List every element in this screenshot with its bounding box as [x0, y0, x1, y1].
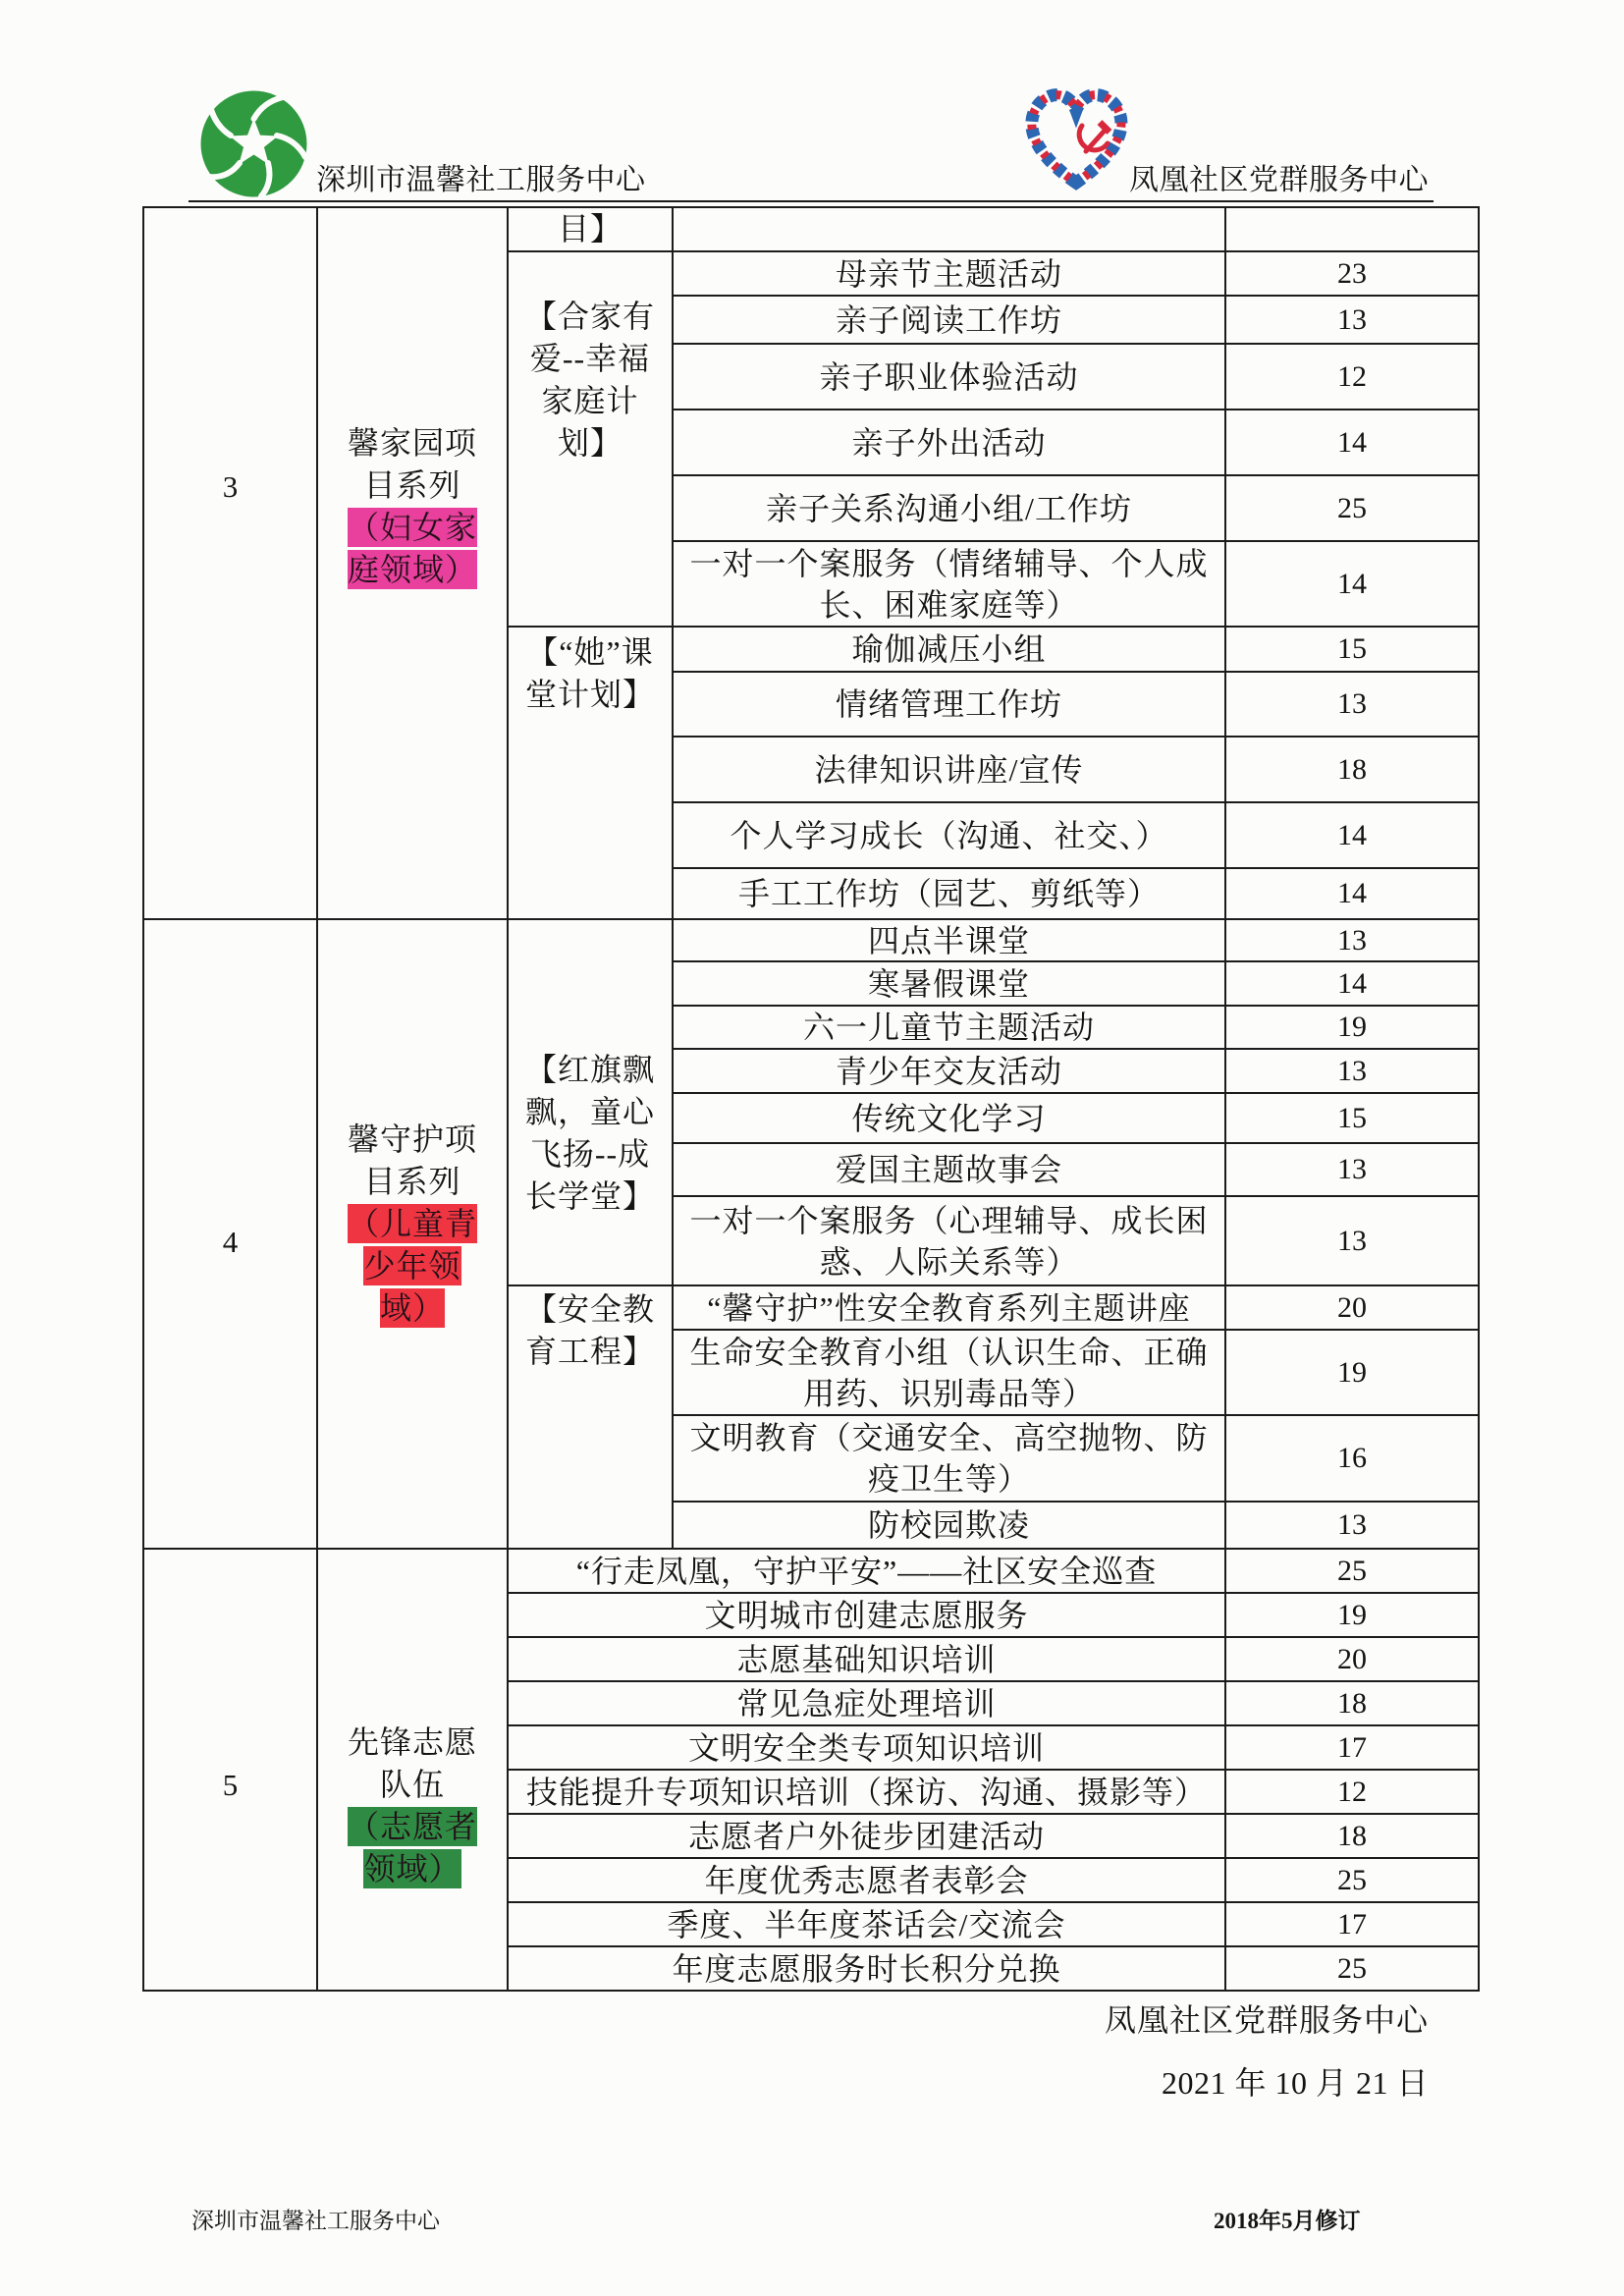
- activity-name: 亲子外出活动: [673, 410, 1225, 475]
- series-cell: [317, 1549, 508, 1991]
- activity-count: 25: [1225, 475, 1479, 541]
- activity-count: 25: [1225, 1858, 1479, 1902]
- activity-name: 六一儿童节主题活动: [673, 1006, 1225, 1049]
- series-name: 馨守护项目系列: [347, 1121, 477, 1199]
- activity-count: 18: [1225, 1681, 1479, 1725]
- activity-name: 志愿基础知识培训: [508, 1637, 1225, 1681]
- activity-count: 20: [1225, 1637, 1479, 1681]
- activity-name: 爱国主题故事会: [673, 1143, 1225, 1196]
- activity-count: 16: [1225, 1415, 1479, 1502]
- project-name: 目】: [508, 207, 673, 251]
- left-org-name: 深圳市温馨社工服务中心: [316, 164, 646, 196]
- activity-name: 传统文化学习: [673, 1093, 1225, 1143]
- activity-count: 15: [1225, 1093, 1479, 1143]
- signature-org: 凤凰社区党群服务中心: [1104, 2002, 1429, 2038]
- activity-count: 13: [1225, 1196, 1479, 1285]
- domain-line: [341, 1203, 484, 1330]
- wenxin-logo-icon: [198, 88, 309, 199]
- party-heart-logo-icon: [1021, 81, 1132, 191]
- activity-count: 25: [1225, 1946, 1479, 1991]
- series-cell: [317, 207, 508, 919]
- activity-name: 文明城市创建志愿服务: [508, 1593, 1225, 1637]
- domain-highlight: （妇女家庭领域）: [347, 509, 477, 587]
- project-name: 【“她”课堂计划】: [508, 627, 673, 919]
- right-org-name: 凤凰社区党群服务中心: [1129, 164, 1429, 196]
- activity-name: 志愿者户外徒步团建活动: [508, 1814, 1225, 1858]
- activity-plan-table: [142, 206, 1480, 1992]
- project-name: 【合家有爱--幸福家庭计划】: [508, 251, 673, 627]
- activity-count: 18: [1225, 737, 1479, 802]
- activity-count: 15: [1225, 627, 1479, 672]
- activity-count: 14: [1225, 410, 1479, 475]
- activity-name: 技能提升专项知识培训（探访、沟通、摄影等）: [508, 1770, 1225, 1814]
- section-number: 3: [143, 207, 317, 919]
- activity-count: 12: [1225, 1770, 1479, 1814]
- activity-count: 13: [1225, 672, 1479, 737]
- activity-name: 寒暑假课堂: [673, 961, 1225, 1006]
- activity-name: 亲子关系沟通小组/工作坊: [673, 475, 1225, 541]
- activity-name: 法律知识讲座/宣传: [673, 737, 1225, 802]
- activity-count: 23: [1225, 251, 1479, 296]
- footer-revision: 2018年5月修订: [1214, 2209, 1361, 2233]
- activity-name: 文明安全类专项知识培训: [508, 1725, 1225, 1770]
- activity-name: “馨守护”性安全教育系列主题讲座: [673, 1285, 1225, 1330]
- activity-count-empty: [1225, 207, 1479, 251]
- activity-count: 14: [1225, 802, 1479, 868]
- activity-name: “行走凤凰，守护平安”——社区安全巡查: [508, 1549, 1225, 1593]
- activity-count: 13: [1225, 296, 1479, 344]
- footer-org: 深圳市温馨社工服务中心: [191, 2209, 440, 2233]
- activity-count: 13: [1225, 919, 1479, 961]
- series-cell: [317, 919, 508, 1549]
- activity-count: 13: [1225, 1502, 1479, 1549]
- domain-line: [341, 1806, 484, 1890]
- activity-count: 19: [1225, 1006, 1479, 1049]
- series-name: 先锋志愿队伍: [347, 1724, 477, 1802]
- activity-name: 母亲节主题活动: [673, 251, 1225, 296]
- activity-name: 一对一个案服务（心理辅导、成长困惑、人际关系等）: [673, 1196, 1225, 1285]
- activity-name: 四点半课堂: [673, 919, 1225, 961]
- activity-name: 季度、半年度茶话会/交流会: [508, 1902, 1225, 1946]
- section-number: 4: [143, 919, 317, 1549]
- project-name: 【安全教育工程】: [508, 1285, 673, 1549]
- table-row: [143, 919, 1479, 961]
- domain-highlight: （志愿者领域）: [347, 1809, 477, 1886]
- activity-name: 青少年交友活动: [673, 1049, 1225, 1093]
- activity-count: 17: [1225, 1902, 1479, 1946]
- activity-count: 19: [1225, 1330, 1479, 1415]
- header-divider: [189, 200, 1434, 202]
- activity-count: 14: [1225, 961, 1479, 1006]
- activity-name: 亲子阅读工作坊: [673, 296, 1225, 344]
- domain-highlight: （儿童青少年领域）: [347, 1206, 477, 1326]
- activity-name: 年度优秀志愿者表彰会: [508, 1858, 1225, 1902]
- hammer-sickle-icon: [1079, 120, 1111, 151]
- activity-name: 年度志愿服务时长积分兑换: [508, 1946, 1225, 1991]
- activity-count: 25: [1225, 1549, 1479, 1593]
- table-row: [143, 1549, 1479, 1593]
- activity-count: 19: [1225, 1593, 1479, 1637]
- activity-name: 一对一个案服务（情绪辅导、个人成长、困难家庭等）: [673, 541, 1225, 627]
- activity-count: 20: [1225, 1285, 1479, 1330]
- activity-count: 17: [1225, 1725, 1479, 1770]
- activity-count: 13: [1225, 1049, 1479, 1093]
- signature-date: 2021 年 10 月 21 日: [1161, 2065, 1429, 2101]
- series-name: 馨家园项目系列: [347, 424, 477, 503]
- activity-name: 生命安全教育小组（认识生命、正确用药、识别毒品等）: [673, 1330, 1225, 1415]
- activity-name: 手工工作坊（园艺、剪纸等）: [673, 868, 1225, 919]
- table-row: [143, 207, 1479, 251]
- activity-name-empty: [673, 207, 1225, 251]
- section-number: 5: [143, 1549, 317, 1991]
- activity-name: 情绪管理工作坊: [673, 672, 1225, 737]
- activity-name: 个人学习成长（沟通、社交、）: [673, 802, 1225, 868]
- activity-name: 瑜伽减压小组: [673, 627, 1225, 672]
- activity-name: 文明教育（交通安全、高空抛物、防疫卫生等）: [673, 1415, 1225, 1502]
- activity-name: 亲子职业体验活动: [673, 344, 1225, 410]
- activity-name: 防校园欺凌: [673, 1502, 1225, 1549]
- activity-count: 14: [1225, 868, 1479, 919]
- domain-line: [341, 507, 484, 591]
- activity-count: 12: [1225, 344, 1479, 410]
- activity-count: 13: [1225, 1143, 1479, 1196]
- activity-name: 常见急症处理培训: [508, 1681, 1225, 1725]
- activity-count: 14: [1225, 541, 1479, 627]
- activity-count: 18: [1225, 1814, 1479, 1858]
- project-name: 【红旗飘飘，童心飞扬--成长学堂】: [508, 919, 673, 1285]
